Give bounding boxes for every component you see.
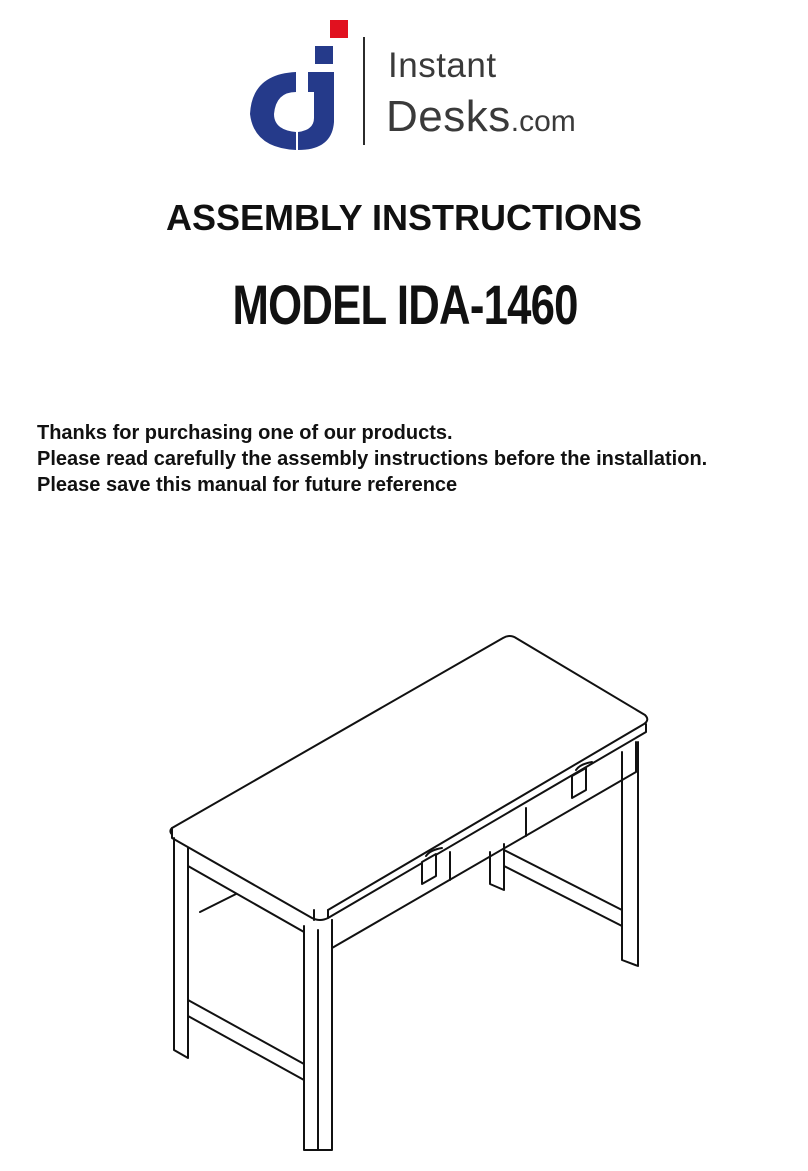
brand-name-line-1: Instant bbox=[388, 46, 497, 85]
logo-divider bbox=[363, 37, 365, 145]
brand-name-line-2 bbox=[386, 92, 576, 147]
intro-line: Thanks for purchasing one of our products. bbox=[37, 422, 453, 444]
brand-name-main: Desks bbox=[386, 92, 511, 141]
desk-illustration bbox=[160, 630, 660, 1160]
intro-line: Please read carefully the assembly instructions before the installation. bbox=[37, 448, 708, 470]
intro-line: Please save this manual for future reference bbox=[37, 474, 458, 496]
brand-name-suffix: .com bbox=[510, 105, 576, 138]
document-title: ASSEMBLY INSTRUCTIONS bbox=[165, 197, 643, 238]
model-number: MODEL IDA-1460 bbox=[232, 273, 578, 336]
intro-text bbox=[37, 420, 797, 498]
brand-logo bbox=[248, 20, 608, 155]
instant-desks-logo-icon bbox=[248, 20, 358, 152]
